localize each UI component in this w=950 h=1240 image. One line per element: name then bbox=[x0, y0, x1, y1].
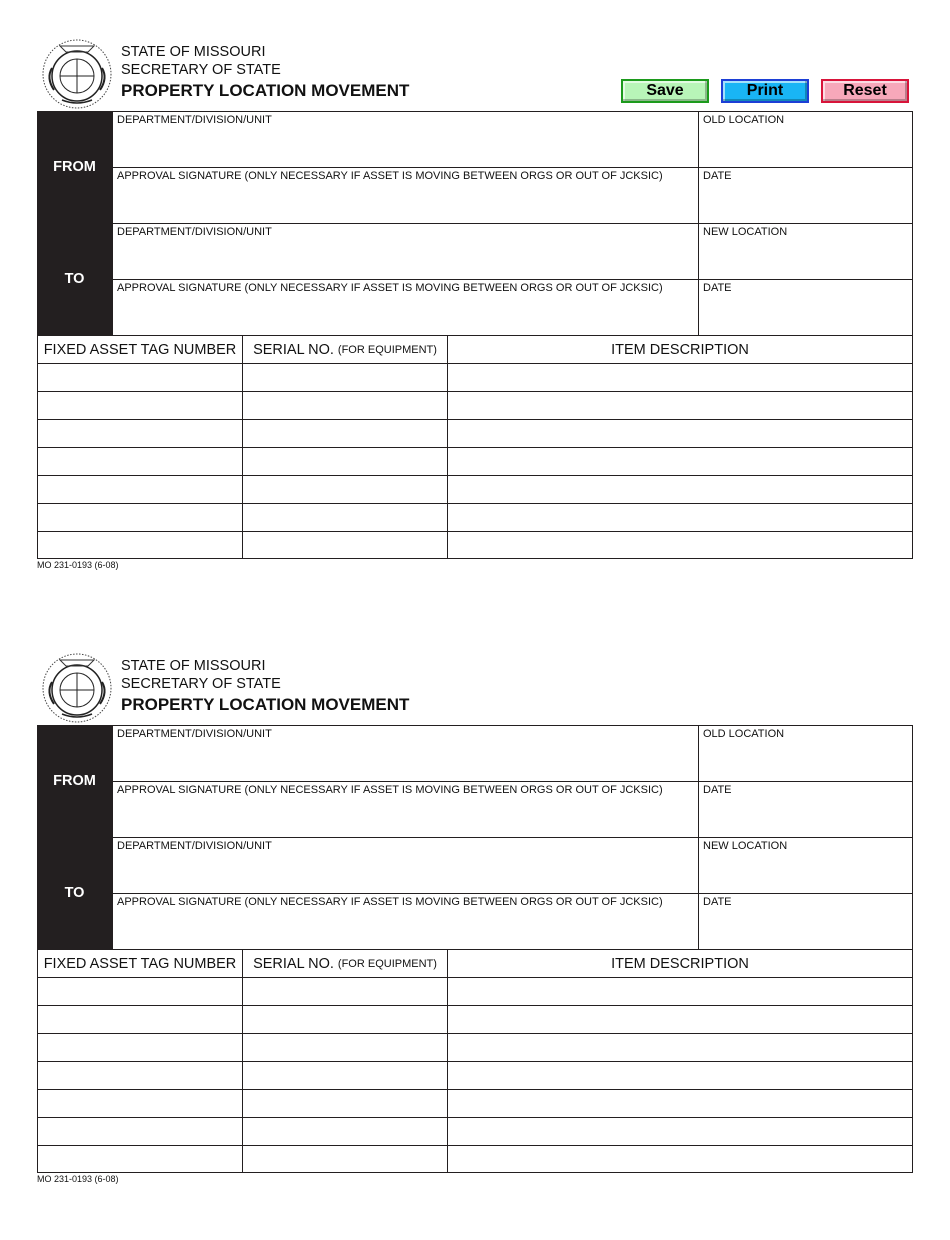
tag-number-cell[interactable] bbox=[37, 531, 242, 559]
tag-number-cell[interactable] bbox=[37, 391, 242, 419]
office-name: SECRETARY OF STATE bbox=[121, 62, 281, 78]
tag-number-cell[interactable] bbox=[37, 1117, 242, 1145]
form-title: PROPERTY LOCATION MOVEMENT bbox=[121, 81, 410, 100]
column-header-tag: FIXED ASSET TAG NUMBER bbox=[37, 949, 242, 977]
form-number: MO 231-0193 (6-08) bbox=[37, 560, 119, 570]
table-row bbox=[37, 977, 913, 1005]
movement-grid bbox=[37, 111, 913, 558]
table-row bbox=[37, 1089, 913, 1117]
tag-number-cell[interactable] bbox=[37, 1145, 242, 1173]
column-header-serial-note: (FOR EQUIPMENT) bbox=[337, 957, 437, 970]
to-date-field[interactable]: DATE bbox=[698, 279, 913, 335]
to-band: TO bbox=[37, 837, 112, 949]
from-department-field[interactable]: DEPARTMENT/DIVISION/UNIT bbox=[112, 725, 698, 781]
table-row bbox=[37, 1145, 913, 1173]
asset-rows bbox=[37, 363, 913, 559]
serial-number-cell[interactable] bbox=[242, 363, 447, 391]
item-description-cell[interactable] bbox=[447, 447, 913, 475]
item-description-cell[interactable] bbox=[447, 1089, 913, 1117]
missouri-seal-icon bbox=[40, 652, 114, 724]
office-name: SECRETARY OF STATE bbox=[121, 676, 281, 692]
save-button[interactable]: Save bbox=[621, 79, 709, 103]
to-approval-signature-field[interactable]: APPROVAL SIGNATURE (ONLY NECESSARY IF ASSET IS MOVING BETWEEN ORGS OR OUT OF JCKSIC) bbox=[112, 279, 698, 335]
from-approval-signature-field[interactable]: APPROVAL SIGNATURE (ONLY NECESSARY IF ASSET IS MOVING BETWEEN ORGS OR OUT OF JCKSIC) bbox=[112, 781, 698, 837]
item-description-cell[interactable] bbox=[447, 363, 913, 391]
item-description-cell[interactable] bbox=[447, 1117, 913, 1145]
serial-number-cell[interactable] bbox=[242, 977, 447, 1005]
column-header-serial-note: (FOR EQUIPMENT) bbox=[337, 343, 437, 356]
tag-number-cell[interactable] bbox=[37, 419, 242, 447]
item-description-cell[interactable] bbox=[447, 391, 913, 419]
state-name: STATE OF MISSOURI bbox=[121, 658, 266, 674]
asset-rows bbox=[37, 977, 913, 1173]
column-header-description: ITEM DESCRIPTION bbox=[447, 949, 913, 977]
serial-number-cell[interactable] bbox=[242, 391, 447, 419]
item-description-cell[interactable] bbox=[447, 1005, 913, 1033]
serial-number-cell[interactable] bbox=[242, 475, 447, 503]
item-description-cell[interactable] bbox=[447, 475, 913, 503]
table-row bbox=[37, 419, 913, 447]
item-description-cell[interactable] bbox=[447, 531, 913, 559]
item-description-cell[interactable] bbox=[447, 1061, 913, 1089]
tag-number-cell[interactable] bbox=[37, 1061, 242, 1089]
new-location-field[interactable]: NEW LOCATION bbox=[698, 223, 913, 279]
tag-number-cell[interactable] bbox=[37, 475, 242, 503]
serial-number-cell[interactable] bbox=[242, 447, 447, 475]
form-number: MO 231-0193 (6-08) bbox=[37, 1174, 119, 1184]
column-header-tag: FIXED ASSET TAG NUMBER bbox=[37, 335, 242, 363]
missouri-seal-icon bbox=[40, 38, 114, 110]
from-department-field[interactable]: DEPARTMENT/DIVISION/UNIT bbox=[112, 111, 698, 167]
table-row bbox=[37, 391, 913, 419]
item-description-cell[interactable] bbox=[447, 977, 913, 1005]
table-row bbox=[37, 1117, 913, 1145]
movement-grid bbox=[37, 725, 913, 1172]
tag-number-cell[interactable] bbox=[37, 363, 242, 391]
serial-number-cell[interactable] bbox=[242, 531, 447, 559]
reset-button[interactable]: Reset bbox=[821, 79, 909, 103]
tag-number-cell[interactable] bbox=[37, 977, 242, 1005]
column-header-serial-label: SERIAL NO. bbox=[253, 341, 334, 358]
column-header-serial bbox=[242, 335, 447, 363]
table-row bbox=[37, 503, 913, 531]
to-department-field[interactable]: DEPARTMENT/DIVISION/UNIT bbox=[112, 837, 698, 893]
from-band: FROM bbox=[37, 111, 112, 223]
table-row bbox=[37, 1005, 913, 1033]
column-header-description: ITEM DESCRIPTION bbox=[447, 335, 913, 363]
from-approval-signature-field[interactable]: APPROVAL SIGNATURE (ONLY NECESSARY IF ASSET IS MOVING BETWEEN ORGS OR OUT OF JCKSIC) bbox=[112, 167, 698, 223]
to-date-field[interactable]: DATE bbox=[698, 893, 913, 949]
from-band: FROM bbox=[37, 725, 112, 837]
item-description-cell[interactable] bbox=[447, 419, 913, 447]
serial-number-cell[interactable] bbox=[242, 1033, 447, 1061]
table-row bbox=[37, 531, 913, 559]
serial-number-cell[interactable] bbox=[242, 1145, 447, 1173]
serial-number-cell[interactable] bbox=[242, 1005, 447, 1033]
print-button[interactable]: Print bbox=[721, 79, 809, 103]
form-copy-bottom bbox=[0, 650, 950, 1240]
column-header-serial-label: SERIAL NO. bbox=[253, 955, 334, 972]
tag-number-cell[interactable] bbox=[37, 1089, 242, 1117]
from-date-field[interactable]: DATE bbox=[698, 781, 913, 837]
old-location-field[interactable]: OLD LOCATION bbox=[698, 111, 913, 167]
tag-number-cell[interactable] bbox=[37, 1005, 242, 1033]
tag-number-cell[interactable] bbox=[37, 447, 242, 475]
table-row bbox=[37, 1061, 913, 1089]
to-approval-signature-field[interactable]: APPROVAL SIGNATURE (ONLY NECESSARY IF ASSET IS MOVING BETWEEN ORGS OR OUT OF JCKSIC) bbox=[112, 893, 698, 949]
serial-number-cell[interactable] bbox=[242, 1117, 447, 1145]
table-row bbox=[37, 475, 913, 503]
state-name: STATE OF MISSOURI bbox=[121, 44, 266, 60]
form-title: PROPERTY LOCATION MOVEMENT bbox=[121, 695, 410, 714]
table-row bbox=[37, 447, 913, 475]
item-description-cell[interactable] bbox=[447, 1033, 913, 1061]
tag-number-cell[interactable] bbox=[37, 1033, 242, 1061]
serial-number-cell[interactable] bbox=[242, 503, 447, 531]
from-date-field[interactable]: DATE bbox=[698, 167, 913, 223]
serial-number-cell[interactable] bbox=[242, 419, 447, 447]
serial-number-cell[interactable] bbox=[242, 1061, 447, 1089]
serial-number-cell[interactable] bbox=[242, 1089, 447, 1117]
old-location-field[interactable]: OLD LOCATION bbox=[698, 725, 913, 781]
form-copy-top bbox=[0, 36, 950, 626]
to-department-field[interactable]: DEPARTMENT/DIVISION/UNIT bbox=[112, 223, 698, 279]
table-row bbox=[37, 1033, 913, 1061]
new-location-field[interactable]: NEW LOCATION bbox=[698, 837, 913, 893]
item-description-cell[interactable] bbox=[447, 503, 913, 531]
item-description-cell[interactable] bbox=[447, 1145, 913, 1173]
table-row bbox=[37, 363, 913, 391]
to-band: TO bbox=[37, 223, 112, 335]
column-header-serial bbox=[242, 949, 447, 977]
tag-number-cell[interactable] bbox=[37, 503, 242, 531]
